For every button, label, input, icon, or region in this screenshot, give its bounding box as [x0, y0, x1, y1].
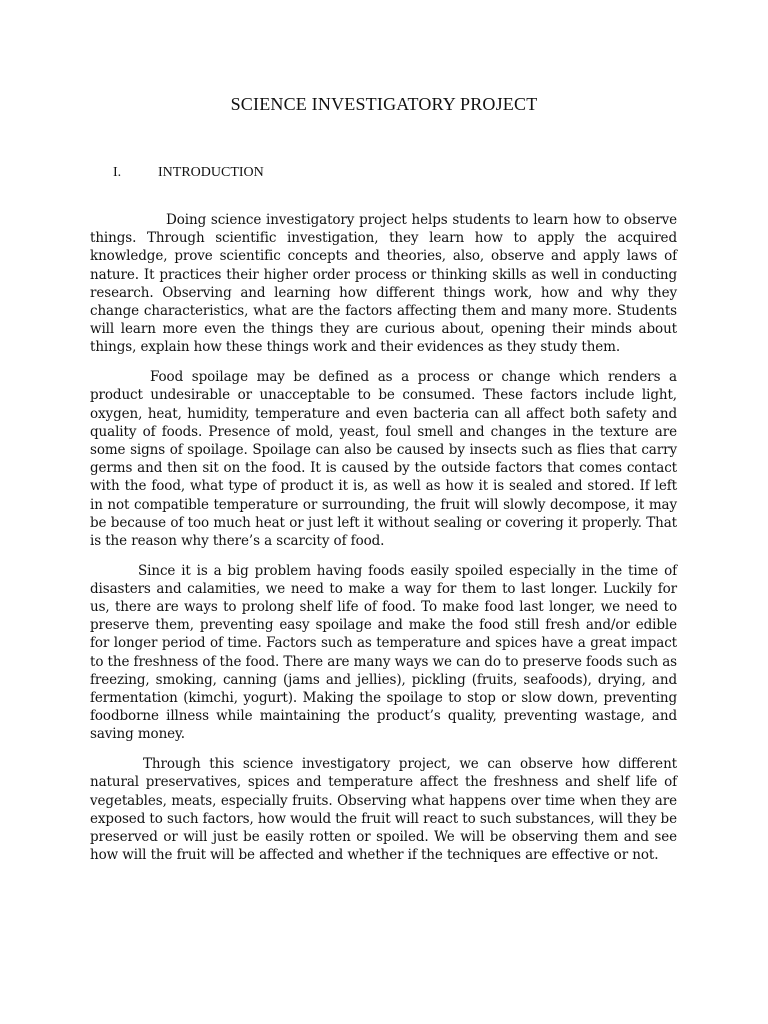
document-body [90, 211, 677, 876]
paragraph-project-purpose: Through this science investigatory project, we can observe how different natural preservatives, spices and temperature affect the freshness and shelf life of vegetables, meats, especially fruits. Observing what happens over time when they are exposed to such factors, how would the fruit will react to such substances, will they be preserved or will just be easily rotten or spoiled. We will be observing them and see how will the fruit will be affected and whether if the techniques are effective or not. [90, 756, 677, 864]
section-title: INTRODUCTION [158, 165, 264, 180]
paragraph-preservation: Since it is a big problem having foods easily spoiled especially in the time of disasters and calamities, we need to make a way for them to last longer. Luckily for us, there are ways to prolong shelf life of food. To make food last longer, we need to preserve them, preventing easy spoilage and make the food still fresh and/or edible for longer period of time. Factors such as temperature and spices have a great impact to the freshness of the food. There are many ways we can do to preserve foods such as freezing, smoking, canning (jams and jellies), pickling (fruits, seafoods), drying, and fermentation (kimchi, yogurt). Making the spoilage to stop or slow down, preventing foodborne illness while maintaining the product’s quality, preventing wastage, and saving money. [90, 562, 678, 743]
section-number: I. [113, 165, 122, 180]
document-title: SCIENCE INVESTIGATORY PROJECT [230, 94, 538, 114]
paragraph-food-spoilage: Food spoilage may be defined as a process or change which renders a product undesirable or unacceptable to be consumed. These factors include light, oxygen, heat, humidity, temperature and even bacteria can all affect both safety and quality of foods. Presence of mold, yeast, foul smell and changes in the texture are some signs of spoilage. Spoilage can also be caused by insects such as flies that carry germs and then sit on the food. It is caused by the outside factors that comes contact with the food, what type of product it is, as well as how it is sealed and stored. If left in not compatible temperature or surrounding, the fruit will slowly decompose, it may be because of too much heat or just left it without sealing or covering it properly. That is the reason why there’s a scarcity of food. [90, 369, 677, 549]
section-heading [113, 165, 264, 181]
paragraph-intro: Doing science investigatory project helps students to learn how to observe things. Through scientific investigation, they learn how to apply the acquired knowledge, prove scientific concepts and theories, also, observe and apply laws of nature. It practices their higher order process or thinking skills as well in conducting research. Observing and learning how different things work, how and why they change characteristics, what are the factors affecting them and many more. Students will learn more even the things they are curious about, opening their minds about things, explain how these things work and their evidences as they study them. [90, 212, 677, 356]
